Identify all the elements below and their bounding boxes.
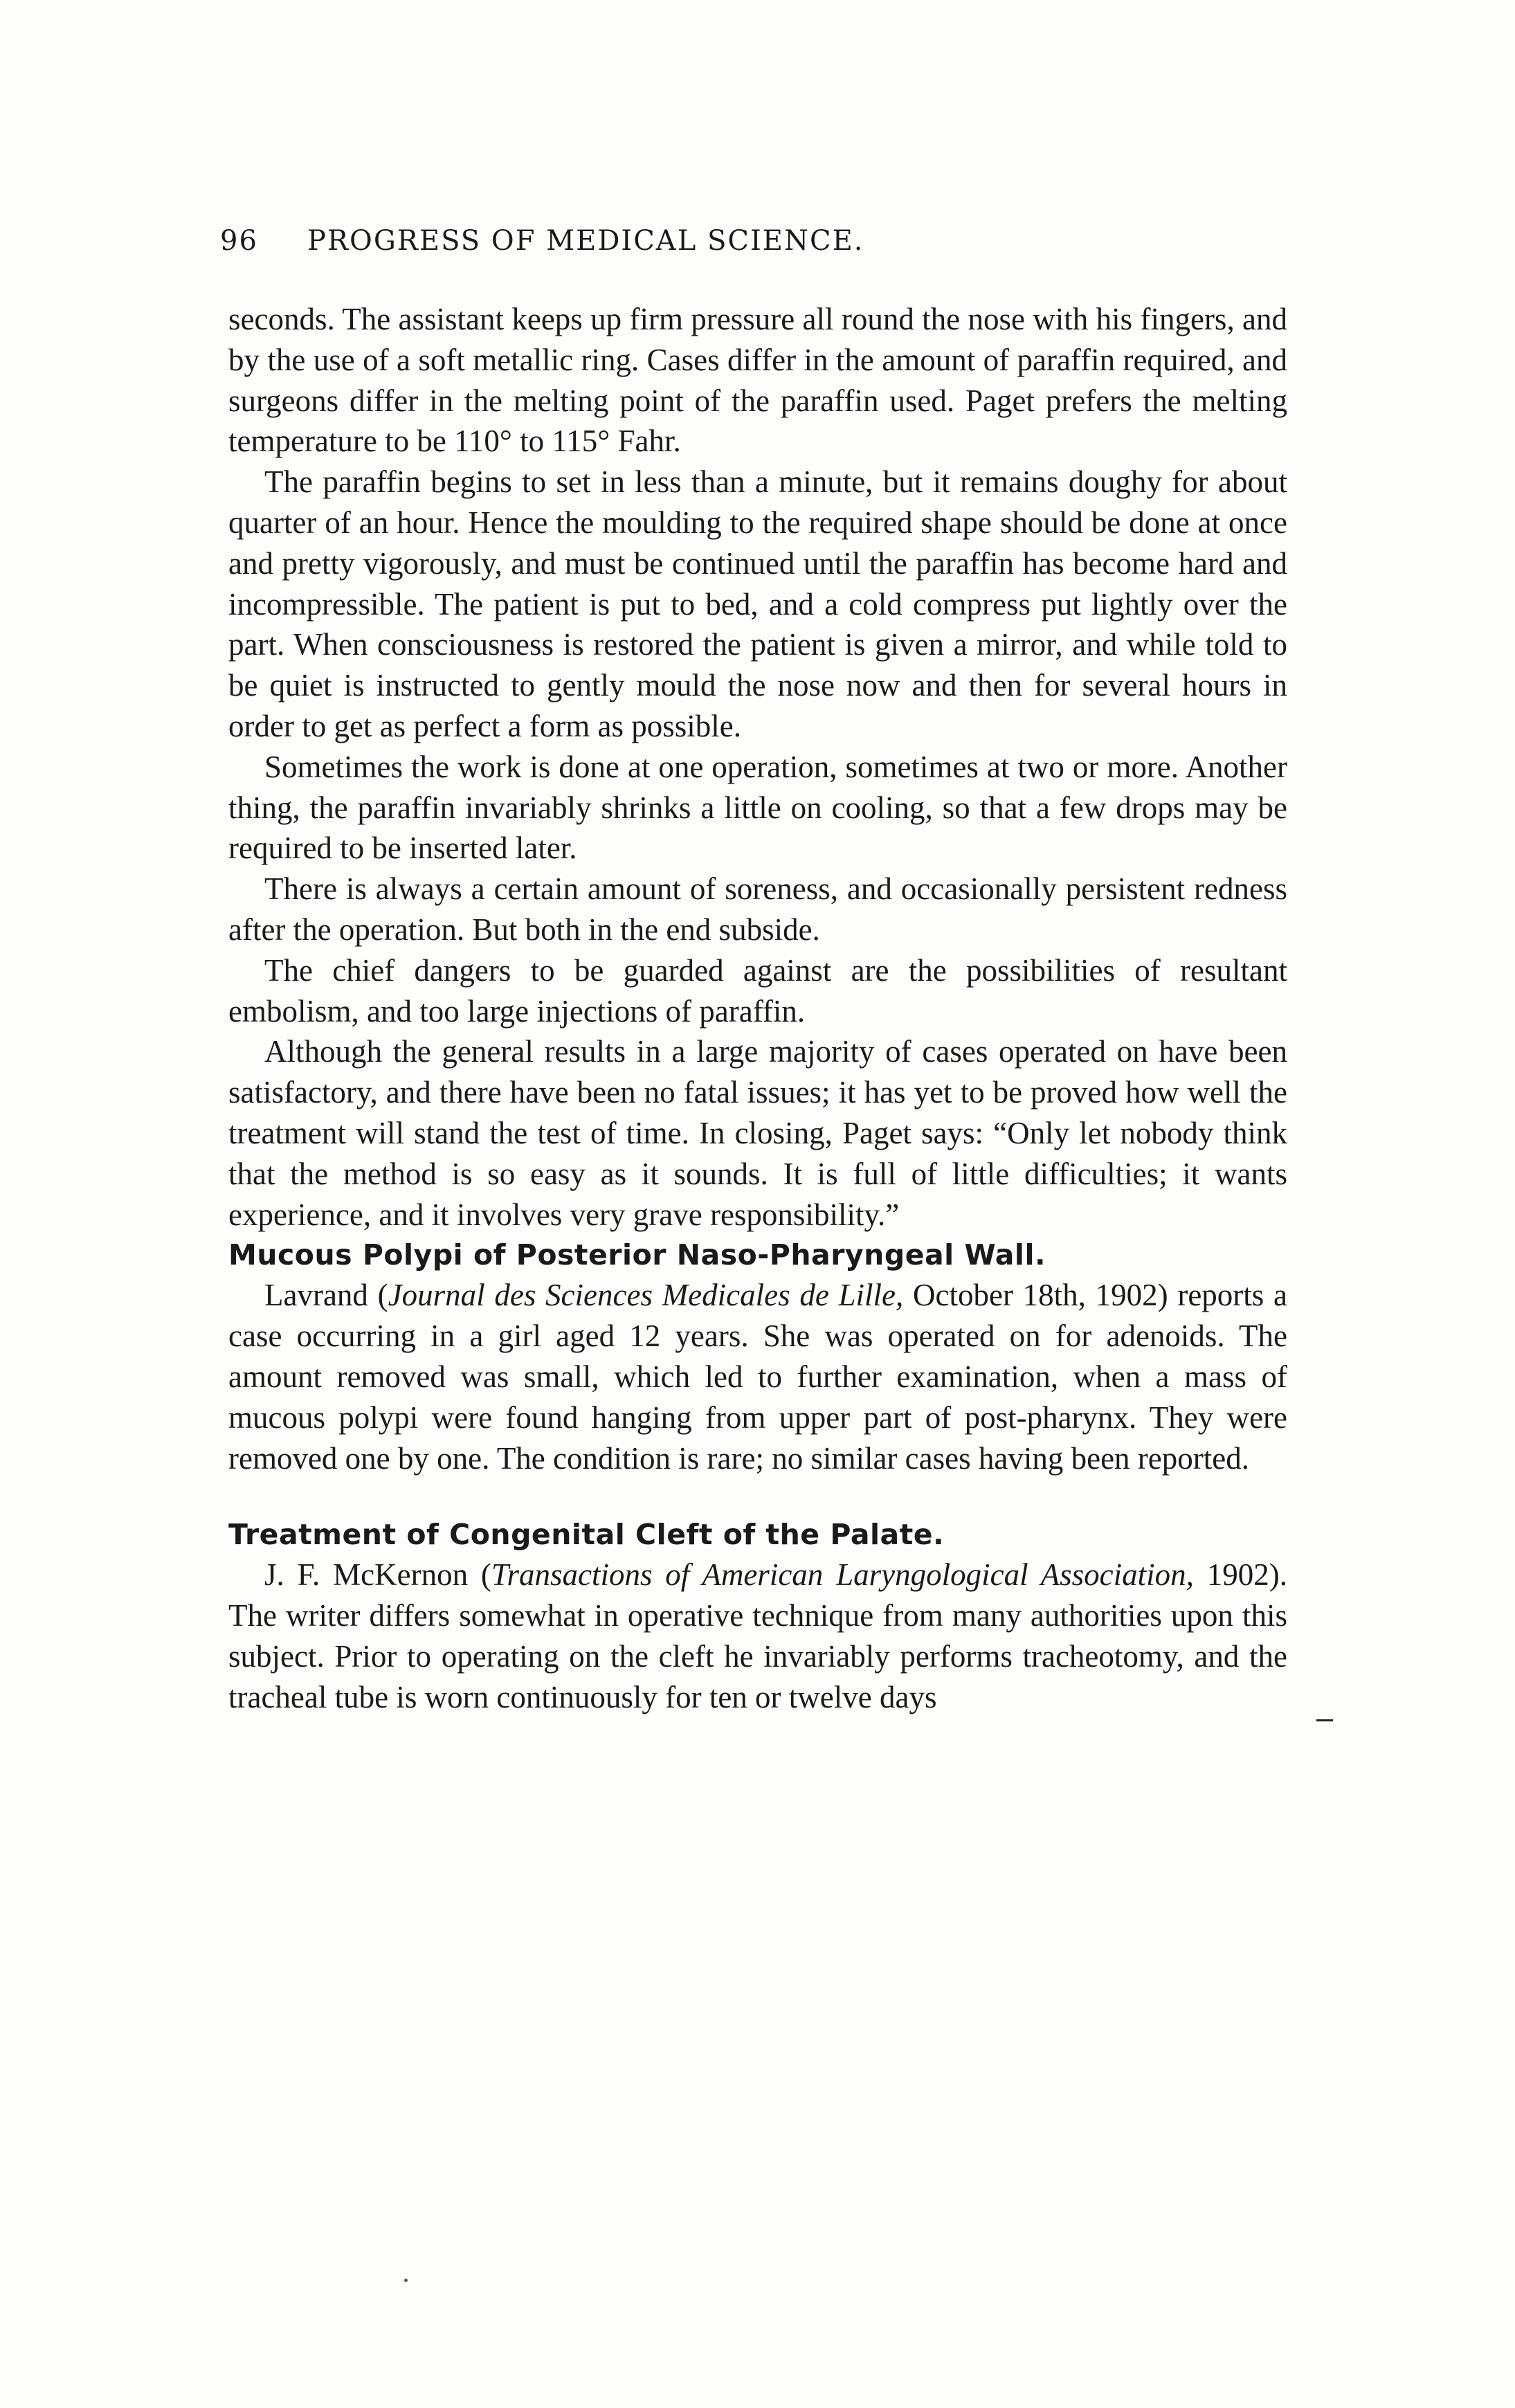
paragraph: seconds. The assistant keeps up firm pressure all round the nose with his fingers, and by the use of a soft metallic ring. Cases differ in the amount of paraffin required, and surgeons differ in the melting point of the paraffin used. Paget prefers the melting temperature to be 110° to 115° Fahr. (228, 302, 1287, 459)
paragraph (228, 1275, 1287, 1478)
paragraph: Although the general results in a large majority of cases operated on have been satisfactory, and there have been no fatal issues; it has yet to be proved how well the treatment will stand the test of time. In closing, Paget says: “Only let nobody think that the method is so easy as it sounds. It is full of little difficulties; it wants experience, and it involves very grave responsibility.” (228, 1034, 1287, 1232)
paragraph: There is always a certain amount of soreness, and occasionally persistent redness after the operation. But both in the end subside. (228, 871, 1287, 947)
citation-author: J. F. McKernon ( (264, 1557, 491, 1593)
margin-mark (1316, 1719, 1333, 1721)
section-heading: Treatment of Congenital Cleft of the Palate. (228, 1518, 945, 1552)
citation-author: Lavrand ( (264, 1278, 388, 1313)
page-speck (404, 2279, 408, 2282)
paragraph: The paraffin begins to set in less than a minute, but it remains doughy for about quarter of an hour. Hence the moulding to the required shape should be done at once and pretty vigorously, and must be continued until the paraffin has become hard and incompressible. The patient is put to bed, and a cold compress put lightly over the part. When consciousness is restored the patient is given a mirror, and while told to be quiet is instructed to gently mould the nose now and then for several hours in order to get as perfect a form as possible. (228, 464, 1287, 743)
section-heading: Mucous Polypi of Posterior Naso-Pharyngeal Wall. (228, 1238, 1046, 1272)
running-title: PROGRESS OF MEDICAL SCIENCE. (307, 225, 864, 257)
journal-title: Transactions of American Laryngological Association, (491, 1557, 1194, 1593)
page-number: 96 (220, 225, 258, 257)
paragraph-text: October 18th, 1902) reports a case occurring in a girl aged 12 years. She was operated on for adenoids. The amount removed was small, which led to further examination, when a mass of mucous polypi were found hanging from upper part of post-pharynx. They were removed one by one. The condition is rare; no similar cases having been reported. (228, 1278, 1287, 1476)
paragraph: The chief dangers to be guarded against are the possibilities of resultant embolism, and too large injections of paraffin. (228, 952, 1287, 1029)
paragraph (228, 1555, 1287, 1717)
paragraph-text: 1902). The writer differs somewhat in operative technique from many authorities upon this subject. Prior to operating on the cleft he invariably performs tracheotomy, and the tracheal tube is worn continuously for ten or twelve days (228, 1557, 1287, 1714)
running-head (220, 220, 1293, 262)
paragraph: Sometimes the work is done at one operation, sometimes at two or more. Another thing, the paraffin invariably shrinks a little on cooling, so that a few drops may be required to be inserted later. (228, 749, 1287, 866)
body-text (228, 299, 1287, 1718)
journal-title: Journal des Sciences Medicales de Lille, (388, 1278, 904, 1313)
